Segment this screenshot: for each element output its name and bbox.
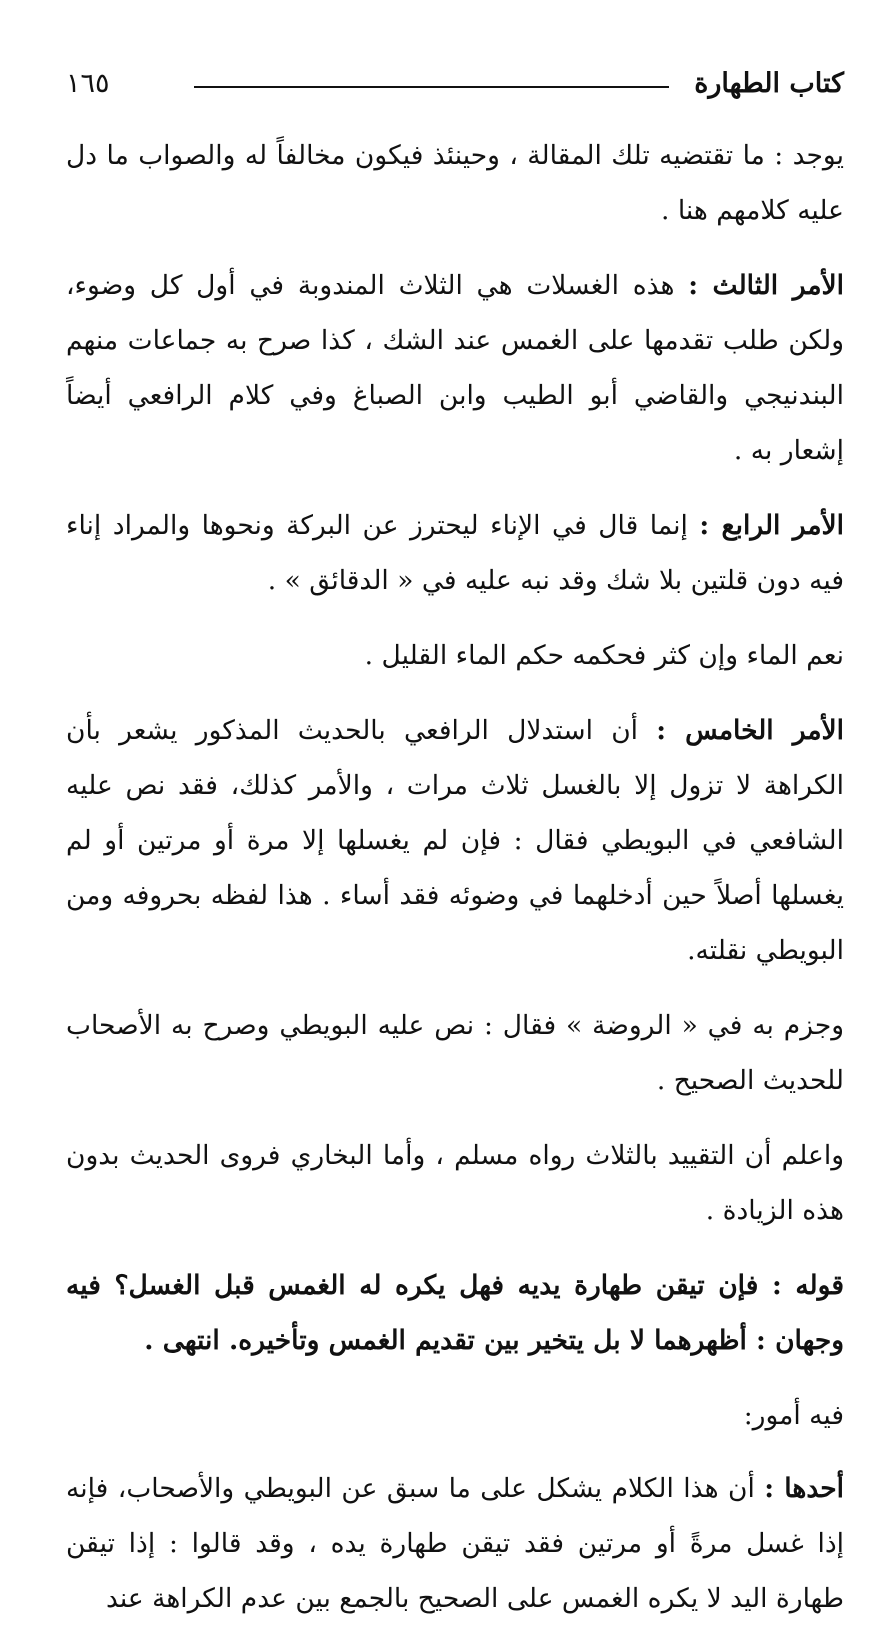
- paragraph-text: وجزم به في « الروضة » فقال : نص عليه البويطي وصرح به الأصحاب للحديث الصحيح .: [66, 1010, 844, 1096]
- paragraph-3: [66, 498, 844, 608]
- paragraph-text: فيه أمور:: [743, 1400, 844, 1431]
- body-text: [66, 128, 844, 1646]
- paragraph-text: يوجد : ما تقتضيه تلك المقالة ، وحينئذ فيكون مخالفاً له والصواب ما دل عليه كلامهم هنا .: [66, 140, 844, 226]
- paragraph-6: [66, 998, 844, 1108]
- paragraph-5: [66, 703, 844, 978]
- page-number: ١٦٥: [66, 68, 110, 99]
- paragraph-text: أن هذا الكلام يشكل على ما سبق عن البويطي والأصحاب، فإنه إذا غسل مرةً أو مرتين فقد تيقن طهارة يده ، وقد قالوا : إذا تيقن طهارة اليد لا يكره الغمس على الصحيح بالجمع بين عدم الكراهة عند: [66, 1473, 844, 1614]
- paragraph-lead: الأمر الثالث :: [688, 270, 844, 301]
- paragraph-7: [66, 1128, 844, 1238]
- paragraph-text: إنما قال في الإناء ليحترز عن البركة ونحوها والمراد إناء فيه دون قلتين بلا شك وقد نبه عليه في « الدقائق » .: [66, 510, 844, 596]
- paragraph-text: واعلم أن التقييد بالثلاث رواه مسلم ، وأما البخاري فروى الحديث بدون هذه الزيادة .: [66, 1140, 844, 1226]
- header-rule: [194, 86, 669, 88]
- paragraph-10: [66, 1461, 844, 1626]
- quoted-statement: [66, 1258, 844, 1368]
- paragraph-2: [66, 258, 844, 478]
- paragraph-lead: الأمر الخامس :: [656, 715, 844, 746]
- paragraph-text: أن استدلال الرافعي بالحديث المذكور يشعر بأن الكراهة لا تزول إلا بالغسل ثلاث مرات ، والأمر كذلك، فقد نص عليه الشافعي في البويطي فقال : فإن لم يغسلها إلا مرة أو مرتين أو لم يغسلها أصلاً حين أدخلهما في وضوئه فقد أساء . هذا لفظه بحروفه ومن البويطي نقلته.: [66, 715, 844, 966]
- paragraph-lead: أحدها :: [764, 1473, 844, 1504]
- paragraph-9: [66, 1388, 844, 1443]
- paragraph-text: هذه الغسلات هي الثلاث المندوبة في أول كل وضوء، ولكن طلب تقدمها على الغمس عند الشك ، كذا صرح به جماعات منهم البندنيجي والقاضي أبو الطيب وابن الصباغ وفي كلام الرافعي أيضاً إشعار به .: [66, 270, 844, 466]
- paragraph-text: فإن تيقن طهارة يديه فهل يكره له الغمس قبل الغسل؟ فيه وجهان : أظهرهما لا بل يتخير بين تقديم الغمس وتأخيره. انتهى .: [66, 1270, 844, 1356]
- paragraph-lead: قوله :: [772, 1270, 844, 1301]
- paragraph-lead: الأمر الرابع :: [699, 510, 844, 541]
- running-header: [66, 62, 844, 106]
- paragraph-text: نعم الماء وإن كثر فحكمه حكم الماء القليل .: [364, 640, 844, 671]
- paragraph-1: [66, 128, 844, 238]
- chapter-title: كتاب الطهارة: [694, 68, 844, 99]
- paragraph-4: [66, 628, 844, 683]
